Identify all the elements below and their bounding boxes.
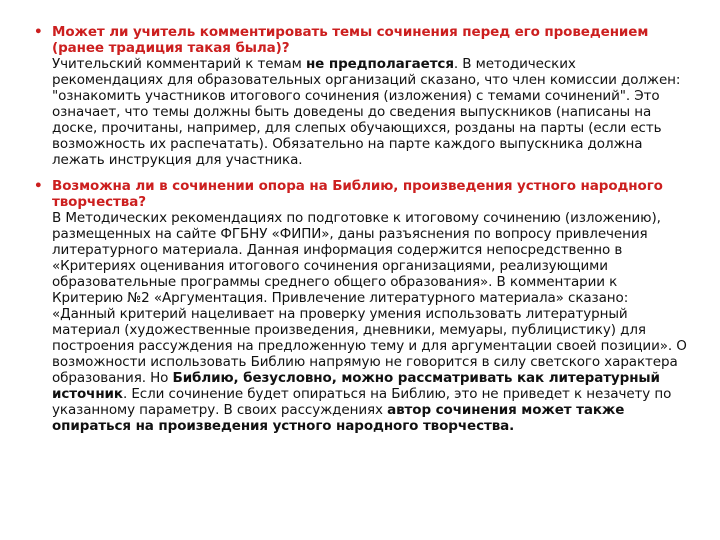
question-bible: Возможна ли в сочинении опора на Библию, произведения устного народного творчества? <box>52 178 663 210</box>
answer-emphasis: не предполагается <box>305 56 454 72</box>
question-commentary: Может ли учитель комментировать темы сочинения перед его проведением (ранее традиция такая была)? <box>52 24 649 56</box>
faq-item-commentary <box>34 24 690 168</box>
answer-emphasis: Библию, безусловно, можно рассматривать как литературный источник <box>52 370 660 402</box>
answer-text: . Если сочинение будет опираться на Библию, это не приведет к незачету по указанному параметру. В своих рассуждениях <box>52 386 672 418</box>
answer-text: . В методических рекомендациях для образовательных организаций сказано, что член комиссии должен: "ознакомить участников итогового сочинения (изложения) с темами сочинений". Это означает, что темы должны быть доведены до сведения выпускников (написаны на доске, прочитаны, например, для слепых обучающихся, розданы на парты (если есть возможность их распечатать). Обязательно на парте каждого выпускника должна лежать инструкция для участника. <box>52 56 681 168</box>
faq-item-bible <box>34 178 690 434</box>
answer-text: Учительский комментарий к темам <box>52 56 306 72</box>
answer-emphasis: автор сочинения может также опираться на произведения устного народного творчества. <box>52 402 625 434</box>
bullet-icon: • <box>34 178 43 194</box>
answer-text: В Методических рекомендациях по подготовке к итоговому сочинению (изложению), размещенных на сайте ФГБНУ «ФИПИ», даны разъяснения по вопросу привлечения литературного материала. Данная информация содержится непосредственно в «Критериях оценивания итогового сочинения организациями, реализующими образовательные программы среднего общего образования». В комментарии к Критерию №2 «Аргументация. Привлечение литературного материала» сказано: «Данный критерий нацеливает на проверку умения использовать литературный материал (художественные произведения, дневники, мемуары, публицистику) для построения рассуждения на предложенную тему и для аргументации своей позиции». О возможности использовать Библию напрямую не говорится в силу светского характера образования. Но <box>52 210 687 386</box>
bullet-icon: • <box>34 24 43 40</box>
